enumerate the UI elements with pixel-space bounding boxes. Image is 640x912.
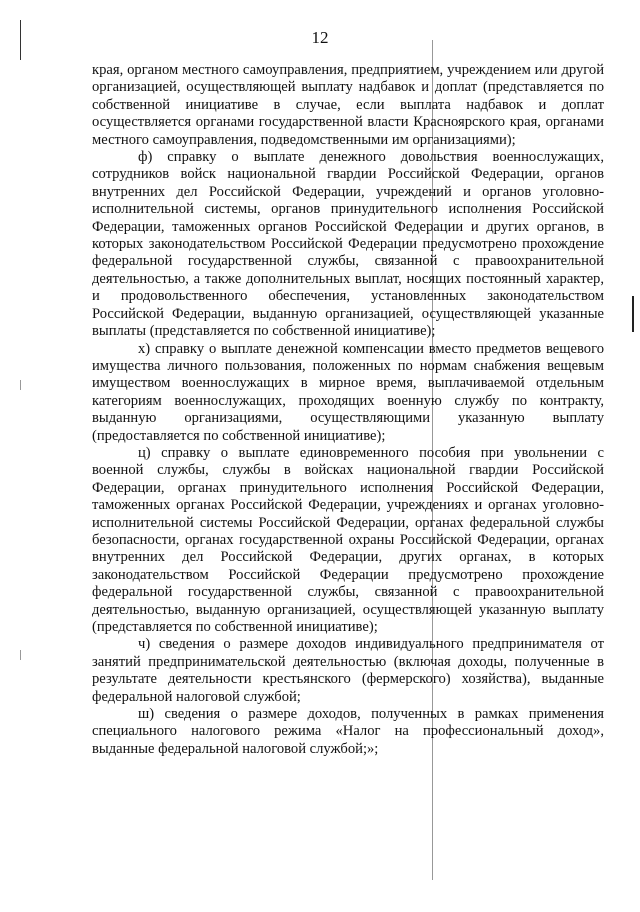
document-body (92, 62, 604, 758)
page-number: 12 (311, 28, 329, 47)
paragraph-item-ts: ц) справку о выплате единовременного пособия при увольнении с военной службы, службы в войсках национальной гвардии Российской Федерации, органах принудительного исполнения Российской Федерации, таможенных органах Российской Федерации, учреждениях и органах уголовно-исполнительной системы Российской Федерации, органах федеральной службы безопасности, органах государственной охраны Российской Федерации, органах внутренних дел Российской Федерации, других органах, в которых законодательством Российской Федерации предусмотрено прохождение федеральной государственной службы, связанной с правоохранительной деятельностью, выданную организацией, осуществляющей указанную выплату (представляется по собственной инициативе); (92, 444, 604, 635)
paragraph-item-sh: ш) сведения о размере доходов, полученных в рамках применения специального налогового режима «Налог на профессиональный доход», выданные федеральной налоговой службой;»; (92, 706, 604, 757)
paragraph-item-h: х) справку о выплате денежной компенсации вместо предметов вещевого имущества личного пользования, положенных по нормам снабжения вещевым имуществом военнослужащих в мирное время, выплачиваемой отдельным категориям военнослужащих, проходящих военную службу по контракту, выданную организациями, осуществляющими указанную выплату (предоставляется по собственной инициативе); (92, 340, 604, 444)
paragraph-item-f: ф) справку о выплате денежного довольствия военнослужащих, сотрудников войск национальной гвардии Российской Федерации, органов внутренних дел Российской Федерации, учреждений и органов уголовно-исполнительной системы, органов принудительного исполнения Российской Федерации, таможенных органов Российской Федерации и других органов, в которых законодательством Российской Федерации предусмотрено прохождение федеральной государственной службы, связанной с правоохранительной деятельностью, а также дополнительных выплат, носящих постоянный характер, и продовольственного обеспечения, установленных законодательством Российской Федерации, выданную организацией, осуществляющей указанные выплаты (представляется по собственной инициативе); (92, 149, 604, 340)
scan-margin-mark (20, 650, 21, 660)
scan-margin-mark (20, 380, 21, 390)
scan-edge-mark (632, 296, 634, 332)
paragraph-continuation: края, органом местного самоуправления, предприятием, учреждением или другой организацией, осуществляющей выплату надбавок и доплат (представляется по собственной инициативе в случае, если выплата надбавок и доплат осуществляется органами государственной власти Красноярского края, органами местного самоуправления, подведомственными им организациями); (92, 62, 604, 148)
paragraph-item-ch: ч) сведения о размере доходов индивидуального предпринимателя от занятий предпринимательской деятельностью (включая доходы, полученные в результате деятельности крестьянского (фермерского) хозяйства), выданные федеральной налоговой службой; (92, 636, 604, 705)
